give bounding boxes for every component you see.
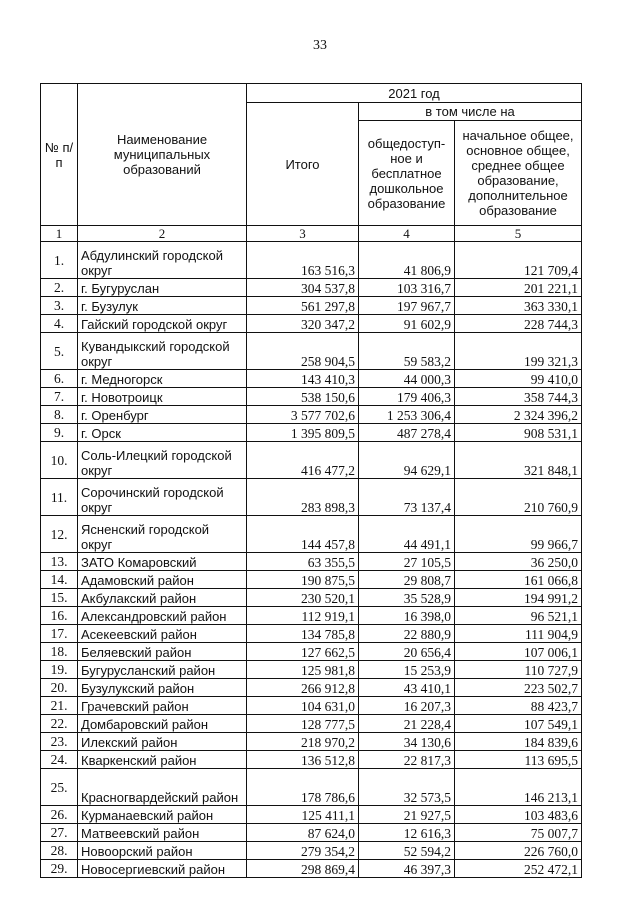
total-value: 63 355,5 <box>247 553 359 571</box>
general-education-value: 107 549,1 <box>455 715 582 733</box>
general-education-value: 96 521,1 <box>455 607 582 625</box>
preschool-value: 22 880,9 <box>359 625 455 643</box>
total-value: 143 410,3 <box>247 370 359 388</box>
total-value: 127 662,5 <box>247 643 359 661</box>
row-number: 16. <box>41 607 78 625</box>
preschool-value: 59 583,2 <box>359 333 455 370</box>
preschool-value: 21 927,5 <box>359 806 455 824</box>
row-number: 8. <box>41 406 78 424</box>
municipality-name: Ясненский городской округ <box>78 516 247 553</box>
preschool-value: 43 410,1 <box>359 679 455 697</box>
total-value: 125 981,8 <box>247 661 359 679</box>
total-value: 178 786,6 <box>247 769 359 806</box>
general-education-value: 121 709,4 <box>455 242 582 279</box>
general-education-value: 88 423,7 <box>455 697 582 715</box>
table-row <box>41 625 582 643</box>
row-number: 19. <box>41 661 78 679</box>
table-row <box>41 370 582 388</box>
preschool-value: 41 806,9 <box>359 242 455 279</box>
table-body <box>41 242 582 878</box>
row-number: 10. <box>41 442 78 479</box>
preschool-value: 73 137,4 <box>359 479 455 516</box>
municipality-name: г. Бугуруслан <box>78 279 247 297</box>
row-number: 14. <box>41 571 78 589</box>
row-number: 4. <box>41 315 78 333</box>
total-value: 320 347,2 <box>247 315 359 333</box>
general-education-value: 201 221,1 <box>455 279 582 297</box>
column-number: 4 <box>359 226 455 242</box>
total-value: 304 537,8 <box>247 279 359 297</box>
row-number: 1. <box>41 242 78 279</box>
page-number: 33 <box>313 38 327 53</box>
table-row <box>41 479 582 516</box>
row-number: 12. <box>41 516 78 553</box>
table-row <box>41 589 582 607</box>
table-row <box>41 842 582 860</box>
municipality-name: Гайский городской округ <box>78 315 247 333</box>
row-number: 20. <box>41 679 78 697</box>
row-number: 21. <box>41 697 78 715</box>
preschool-value: 52 594,2 <box>359 842 455 860</box>
total-value: 125 411,1 <box>247 806 359 824</box>
table-row <box>41 571 582 589</box>
municipality-name: Новоорский район <box>78 842 247 860</box>
preschool-value: 34 130,6 <box>359 733 455 751</box>
total-value: 298 869,4 <box>247 860 359 878</box>
general-education-value: 252 472,1 <box>455 860 582 878</box>
municipality-name: ЗАТО Комаровский <box>78 553 247 571</box>
municipality-name: Александровский район <box>78 607 247 625</box>
row-number: 25. <box>41 769 78 806</box>
preschool-value: 12 616,3 <box>359 824 455 842</box>
preschool-value: 197 967,7 <box>359 297 455 315</box>
general-education-value: 199 321,3 <box>455 333 582 370</box>
preschool-value: 21 228,4 <box>359 715 455 733</box>
municipality-name: г. Орск <box>78 424 247 442</box>
municipality-name: Кувандыкский городской округ <box>78 333 247 370</box>
preschool-value: 44 000,3 <box>359 370 455 388</box>
total-value: 1 395 809,5 <box>247 424 359 442</box>
header-preschool: общедоступ-ное и бесплатное дошкольное образование <box>359 121 455 226</box>
table-row <box>41 697 582 715</box>
preschool-value: 16 207,3 <box>359 697 455 715</box>
table-row <box>41 607 582 625</box>
table-row <box>41 679 582 697</box>
total-value: 230 520,1 <box>247 589 359 607</box>
table-row <box>41 643 582 661</box>
preschool-value: 91 602,9 <box>359 315 455 333</box>
table-row <box>41 424 582 442</box>
table-row <box>41 824 582 842</box>
table-row <box>41 279 582 297</box>
total-value: 283 898,3 <box>247 479 359 516</box>
preschool-value: 35 528,9 <box>359 589 455 607</box>
row-number: 18. <box>41 643 78 661</box>
table-row <box>41 333 582 370</box>
municipality-name: Бугурусланский район <box>78 661 247 679</box>
header-no: № п/п <box>41 84 78 226</box>
municipality-name: Соль-Илецкий городской округ <box>78 442 247 479</box>
total-value: 112 919,1 <box>247 607 359 625</box>
total-value: 144 457,8 <box>247 516 359 553</box>
table-row <box>41 769 582 806</box>
table-row <box>41 388 582 406</box>
header-name: Наименование муниципальных образований <box>78 84 247 226</box>
row-number: 29. <box>41 860 78 878</box>
table-row <box>41 860 582 878</box>
row-number: 7. <box>41 388 78 406</box>
municipality-name: г. Оренбург <box>78 406 247 424</box>
row-number: 11. <box>41 479 78 516</box>
row-number: 15. <box>41 589 78 607</box>
preschool-value: 1 253 306,4 <box>359 406 455 424</box>
municipality-name: Асекеевский район <box>78 625 247 643</box>
general-education-value: 75 007,7 <box>455 824 582 842</box>
preschool-value: 16 398,0 <box>359 607 455 625</box>
table-row <box>41 442 582 479</box>
general-education-value: 210 760,9 <box>455 479 582 516</box>
general-education-value: 194 991,2 <box>455 589 582 607</box>
general-education-value: 908 531,1 <box>455 424 582 442</box>
preschool-value: 103 316,7 <box>359 279 455 297</box>
header-general: начальное общее, основное общее, среднее общее образование, дополнительное образование <box>455 121 582 226</box>
general-education-value: 2 324 396,2 <box>455 406 582 424</box>
general-education-value: 223 502,7 <box>455 679 582 697</box>
total-value: 87 624,0 <box>247 824 359 842</box>
row-number: 27. <box>41 824 78 842</box>
total-value: 266 912,8 <box>247 679 359 697</box>
municipality-name: Сорочинский городской округ <box>78 479 247 516</box>
column-number: 3 <box>247 226 359 242</box>
general-education-value: 184 839,6 <box>455 733 582 751</box>
general-education-value: 321 848,1 <box>455 442 582 479</box>
header-year: 2021 год <box>247 84 582 103</box>
total-value: 218 970,2 <box>247 733 359 751</box>
table-row <box>41 516 582 553</box>
general-education-value: 358 744,3 <box>455 388 582 406</box>
preschool-value: 27 105,5 <box>359 553 455 571</box>
table-row <box>41 715 582 733</box>
preschool-value: 32 573,5 <box>359 769 455 806</box>
row-number: 22. <box>41 715 78 733</box>
municipality-name: Грачевский район <box>78 697 247 715</box>
table-row <box>41 806 582 824</box>
total-value: 134 785,8 <box>247 625 359 643</box>
general-education-value: 226 760,0 <box>455 842 582 860</box>
column-number: 5 <box>455 226 582 242</box>
general-education-value: 161 066,8 <box>455 571 582 589</box>
row-number: 6. <box>41 370 78 388</box>
general-education-value: 99 966,7 <box>455 516 582 553</box>
preschool-value: 20 656,4 <box>359 643 455 661</box>
total-value: 190 875,5 <box>247 571 359 589</box>
preschool-value: 487 278,4 <box>359 424 455 442</box>
general-education-value: 111 904,9 <box>455 625 582 643</box>
municipality-name: Кваркенский район <box>78 751 247 769</box>
municipality-name: Абдулинский городской округ <box>78 242 247 279</box>
header-including: в том числе на <box>359 103 582 121</box>
municipality-name: Домбаровский район <box>78 715 247 733</box>
municipality-name: Акбулакский район <box>78 589 247 607</box>
row-number: 17. <box>41 625 78 643</box>
preschool-value: 22 817,3 <box>359 751 455 769</box>
municipality-name: Матвеевский район <box>78 824 247 842</box>
total-value: 136 512,8 <box>247 751 359 769</box>
table-row <box>41 315 582 333</box>
municipality-name: Новосергиевский район <box>78 860 247 878</box>
municipality-name: Курманаевский район <box>78 806 247 824</box>
municipality-name: г. Бузулук <box>78 297 247 315</box>
total-value: 416 477,2 <box>247 442 359 479</box>
general-education-value: 103 483,6 <box>455 806 582 824</box>
total-value: 163 516,3 <box>247 242 359 279</box>
preschool-value: 15 253,9 <box>359 661 455 679</box>
row-number: 9. <box>41 424 78 442</box>
table-row <box>41 751 582 769</box>
total-value: 258 904,5 <box>247 333 359 370</box>
municipality-name: Адамовский район <box>78 571 247 589</box>
general-education-value: 146 213,1 <box>455 769 582 806</box>
budget-table <box>40 83 582 878</box>
total-value: 279 354,2 <box>247 842 359 860</box>
municipality-name: Бузулукский район <box>78 679 247 697</box>
total-value: 561 297,8 <box>247 297 359 315</box>
general-education-value: 228 744,3 <box>455 315 582 333</box>
row-number: 26. <box>41 806 78 824</box>
preschool-value: 94 629,1 <box>359 442 455 479</box>
general-education-value: 113 695,5 <box>455 751 582 769</box>
preschool-value: 179 406,3 <box>359 388 455 406</box>
preschool-value: 46 397,3 <box>359 860 455 878</box>
table-row <box>41 733 582 751</box>
total-value: 3 577 702,6 <box>247 406 359 424</box>
total-value: 128 777,5 <box>247 715 359 733</box>
column-number: 1 <box>41 226 78 242</box>
municipality-name: Илекский район <box>78 733 247 751</box>
preschool-value: 44 491,1 <box>359 516 455 553</box>
municipality-name: г. Медногорск <box>78 370 247 388</box>
general-education-value: 363 330,1 <box>455 297 582 315</box>
row-number: 28. <box>41 842 78 860</box>
general-education-value: 36 250,0 <box>455 553 582 571</box>
table-row <box>41 297 582 315</box>
table-row <box>41 406 582 424</box>
row-number: 23. <box>41 733 78 751</box>
table-row <box>41 553 582 571</box>
municipality-name: г. Новотроицк <box>78 388 247 406</box>
header-total: Итого <box>247 103 359 226</box>
row-number: 5. <box>41 333 78 370</box>
row-number: 24. <box>41 751 78 769</box>
total-value: 104 631,0 <box>247 697 359 715</box>
row-number: 3. <box>41 297 78 315</box>
table-row <box>41 242 582 279</box>
row-number: 2. <box>41 279 78 297</box>
total-value: 538 150,6 <box>247 388 359 406</box>
general-education-value: 99 410,0 <box>455 370 582 388</box>
municipality-name: Красногвардейский район <box>78 769 247 806</box>
preschool-value: 29 808,7 <box>359 571 455 589</box>
municipality-name: Беляевский район <box>78 643 247 661</box>
column-number: 2 <box>78 226 247 242</box>
general-education-value: 107 006,1 <box>455 643 582 661</box>
table-row <box>41 661 582 679</box>
row-number: 13. <box>41 553 78 571</box>
general-education-value: 110 727,9 <box>455 661 582 679</box>
